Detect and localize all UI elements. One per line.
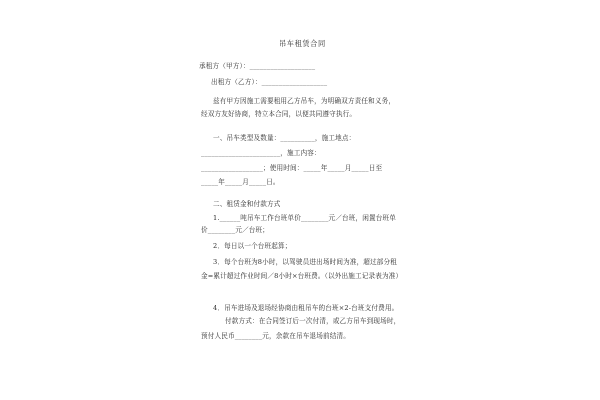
section-2-item-4: 4．吊车进场及退场经协商由租吊车的台班×2-台班支付费用。 xyxy=(213,304,399,312)
section-2-item-1b: 价________元／台班； xyxy=(201,226,270,234)
preamble-line-1: 兹有甲方因施工需要租用乙方吊车，为明确双方责任和义务， xyxy=(213,97,396,105)
section-1-line-3: __________________；使用时间：_____年_____月_____日至 xyxy=(201,164,383,172)
section-1-line-2: _______________________，施工内容： xyxy=(201,149,321,157)
section-2-item-3b: 金=累计超过作业时间／8小时×台班费。（以外出施工记录表为准） xyxy=(201,272,403,280)
payment-line-1: 付款方式：在合同签订后一次付清，或乙方吊车到现场时， xyxy=(225,317,401,325)
section-1-line-1: 一、吊车类型及数量：__________，施工地点： xyxy=(213,134,356,142)
section-2-item-3a: 3．每个台班为8小时，以驾驶员进出场时间为准，超过部分租 xyxy=(213,258,398,266)
section-2-heading: 二、租赁金和付款方式 xyxy=(213,200,281,208)
preamble-line-2: 经双方友好协商，特立本合同，以便共同遵守执行。 xyxy=(201,110,357,118)
payment-line-2: 预付人民币________元，余款在吊车退场前结清。 xyxy=(201,332,350,340)
section-1-line-4: _____年_____月_____日。 xyxy=(201,178,280,186)
party-a-line: 承租方（甲方）：___________________ xyxy=(199,62,316,70)
section-2-item-1a: 1.______吨吊车工作台班单价________元／台班，闲置台班单 xyxy=(213,214,396,222)
contract-title: 吊车租赁合同 xyxy=(279,39,326,48)
section-2-item-2: 2．每日以一个台班起算； xyxy=(213,242,292,250)
party-b-line: 出租方（乙方）：___________________ xyxy=(211,78,328,86)
